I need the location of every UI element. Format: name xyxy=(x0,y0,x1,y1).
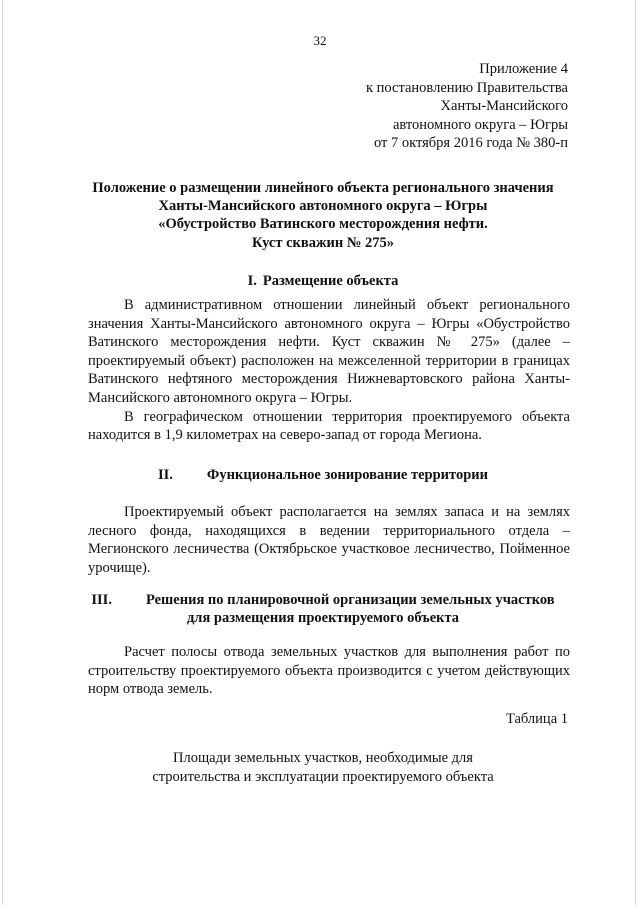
document-title xyxy=(60,179,586,252)
appendix-line: Приложение 4 xyxy=(479,61,568,77)
section-2-heading xyxy=(60,466,586,484)
section-3-heading xyxy=(60,591,586,627)
paragraph: В административном отношении линейный объект регионального значения Ханты-Мансийского автономного округа – Югры «Обустройство Ватинского месторождения нефти. Куст скважин № 275» (далее – проектируемый объект) расположен на межселенной территории в границах Ватинского нефтяного месторождения Нижневартовского района Ханты-Мансийского автономного округа – Югры. xyxy=(88,297,570,406)
title-line: «Обустройство Ватинского месторождения нефти. xyxy=(158,216,488,233)
paragraph: В географическом отношении территория проектируемого объекта находится в 1,9 километрах на северо-запад от города Мегиона. xyxy=(88,408,570,444)
title-line: Куст скважин № 275» xyxy=(251,234,395,251)
paragraph: Расчет полосы отвода земельных участков для выполнения работ по строительству проектируемого объекта производится с учетом действующих норм отвода земель. xyxy=(88,644,570,698)
appendix-line: к постановлению Правительства xyxy=(366,79,568,96)
appendix-line: автономного округа – Югры xyxy=(392,116,568,133)
title-line: Ханты-Мансийского автономного округа – Югры xyxy=(158,198,488,215)
section-title: Функциональное зонирование территории xyxy=(206,467,488,483)
scan-edge-left xyxy=(2,0,3,905)
appendix-line: от 7 октября 2016 года № 380-п xyxy=(373,135,568,151)
table-label: Таблица 1 xyxy=(505,711,568,727)
section-1-heading xyxy=(60,272,586,290)
section-title-continued: для размещения проектируемого объекта xyxy=(186,610,460,627)
section-number: III. xyxy=(91,592,112,608)
caption-line: строительства и эксплуатации проектируемого объекта xyxy=(152,769,494,785)
section-2-body xyxy=(88,503,570,577)
table-caption xyxy=(60,749,586,787)
section-1-body xyxy=(88,296,570,445)
scan-edge-right xyxy=(635,0,636,905)
section-3-body xyxy=(88,643,570,699)
section-number: II. xyxy=(158,467,173,483)
section-number: I. xyxy=(247,273,257,289)
section-title: Решения по планировочной организации земельных участков xyxy=(145,592,555,608)
paragraph: Проектируемый объект располагается на землях запаса и на землях лесного фонда, находящихся в ведении территориального отдела – Мегионского лесничества (Октябрьское участковое лесничество, Пойменное урочище). xyxy=(88,504,570,576)
section-title: Размещение объекта xyxy=(262,273,399,289)
appendix-block xyxy=(366,60,568,153)
title-line: Положение о размещении линейного объекта регионального значения xyxy=(92,180,554,196)
appendix-line: Ханты-Мансийского xyxy=(440,98,568,114)
page-number: 32 xyxy=(313,33,327,48)
caption-line: Площади земельных участков, необходимые для xyxy=(173,750,473,766)
